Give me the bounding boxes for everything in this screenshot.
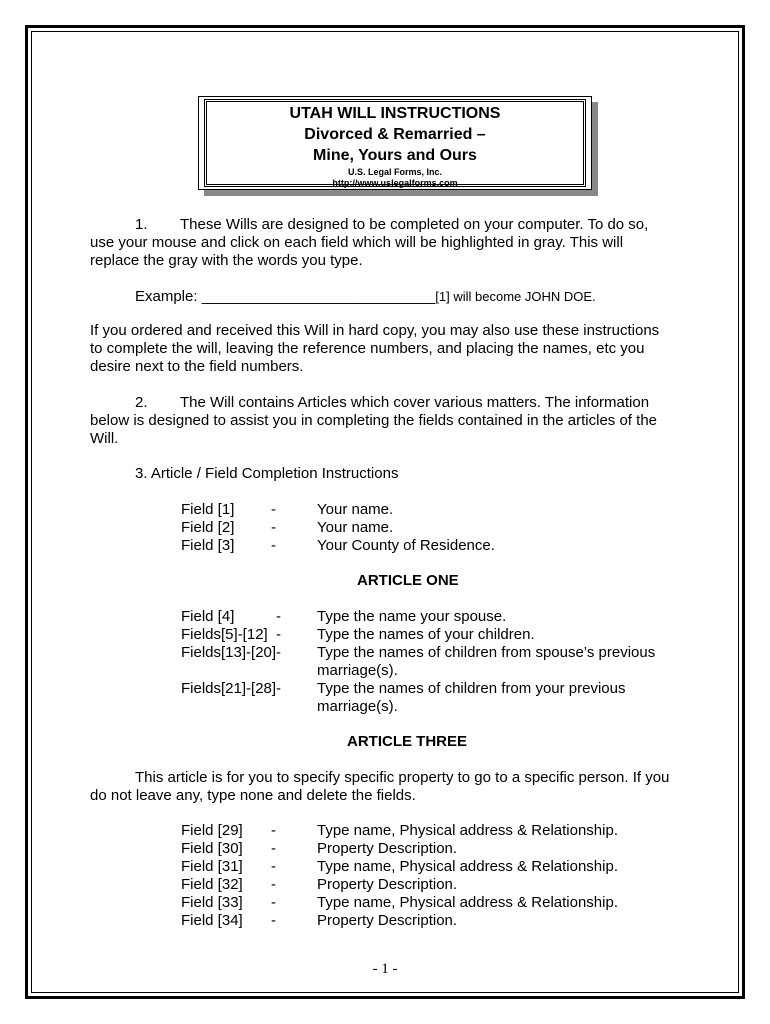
section-3-heading: 3. Article / Field Completion Instructions <box>135 465 399 482</box>
field-label: Fields[21]-[28]- <box>181 680 282 697</box>
field-description: Type name, Physical address & Relationship. <box>317 822 618 839</box>
field-label: Field [32] <box>181 876 243 893</box>
section-2-paragraph <box>90 394 680 448</box>
field-description-continued: marriage(s). <box>317 698 398 715</box>
field-description: Type name, Physical address & Relationship. <box>317 894 618 911</box>
article-one-heading: ARTICLE ONE <box>357 572 459 589</box>
field-label: Field [34] <box>181 912 243 929</box>
field-dash: - <box>271 876 276 893</box>
field-label: Field [31] <box>181 858 243 875</box>
section-2-line-1: The Will contains Articles which cover various matters. The information <box>180 394 650 411</box>
section-1-line-1: These Wills are designed to be completed on your computer. To do so, <box>180 216 649 233</box>
field-dash: - <box>271 519 276 536</box>
field-description: Property Description. <box>317 876 458 893</box>
example-note: [1] will become JOHN DOE. <box>435 289 596 304</box>
section-2-number: 2. <box>135 394 148 411</box>
field-label: Field [33] <box>181 894 243 911</box>
field-description: Type name, Physical address & Relationship. <box>317 858 618 875</box>
document-title: UTAH WILL INSTRUCTIONS <box>289 105 501 122</box>
field-description: Your name. <box>317 519 394 536</box>
company-name: U.S. Legal Forms, Inc. <box>347 167 443 177</box>
field-label: Field [30] <box>181 840 243 857</box>
hardcopy-line-2: to complete the will, leaving the reference numbers, and placing the names, etc you <box>90 340 645 357</box>
field-label: Fields[13]-[20]- <box>181 644 282 661</box>
field-description: Your County of Residence. <box>317 537 495 554</box>
example-label: Example: <box>135 288 202 305</box>
article-three-intro-line-2: do not leave any, type none and delete the fields. <box>90 787 416 804</box>
field-dash: - <box>271 840 276 857</box>
hardcopy-line-3: desire next to the field numbers. <box>90 358 304 375</box>
field-dash: - <box>271 501 276 518</box>
field-label: Field [2] <box>181 519 235 536</box>
field-dash: - <box>271 912 276 929</box>
hardcopy-paragraph <box>90 322 680 376</box>
title-box-content <box>204 99 586 187</box>
section-1-paragraph <box>90 216 680 270</box>
field-label: Field [3] <box>181 537 235 554</box>
field-description: Property Description. <box>317 840 458 857</box>
document-subtitle-2: Mine, Yours and Ours <box>313 147 477 164</box>
field-dash: - <box>271 822 276 839</box>
field-dash: - <box>271 537 276 554</box>
field-description: Type the names of your children. <box>317 626 535 643</box>
hardcopy-line-1: If you ordered and received this Will in hard copy, you may also use these instructions <box>90 322 660 339</box>
field-dash: - <box>271 894 276 911</box>
section-1-line-2: use your mouse and click on each field which will be highlighted in gray. This will <box>90 234 624 251</box>
field-description: Type the names of children from spouse’s previous <box>317 644 656 661</box>
field-description-continued: marriage(s). <box>317 662 398 679</box>
example-line <box>135 288 596 306</box>
field-description: Property Description. <box>317 912 458 929</box>
section-1-line-3: replace the gray with the words you type. <box>90 252 363 269</box>
article-three-intro-line-1: This article is for you to specify specific property to go to a specific person. If you <box>135 769 670 786</box>
article-three-intro <box>90 769 680 805</box>
example-blank-field: ____________________________ <box>201 288 436 305</box>
field-dash: - <box>271 858 276 875</box>
article-three-heading: ARTICLE THREE <box>347 733 467 750</box>
field-label: Field [1] <box>181 501 235 518</box>
section-2-line-2: below is designed to assist you in completing the fields contained in the articles of the <box>90 412 657 429</box>
page-number: - 1 - <box>372 961 398 977</box>
document-subtitle-1: Divorced & Remarried – <box>304 126 486 143</box>
section-1-number: 1. <box>135 216 148 233</box>
field-label: Field [29] <box>181 822 243 839</box>
field-label: Field [4] - <box>181 608 282 625</box>
company-url: http://www.uslegalforms.com <box>332 178 458 188</box>
field-label: Fields[5]-[12] - <box>181 626 282 643</box>
field-description: Your name. <box>317 501 394 518</box>
field-description: Type the names of children from your previous <box>317 680 626 697</box>
field-description: Type the name your spouse. <box>317 608 507 625</box>
section-2-line-3: Will. <box>90 430 119 447</box>
